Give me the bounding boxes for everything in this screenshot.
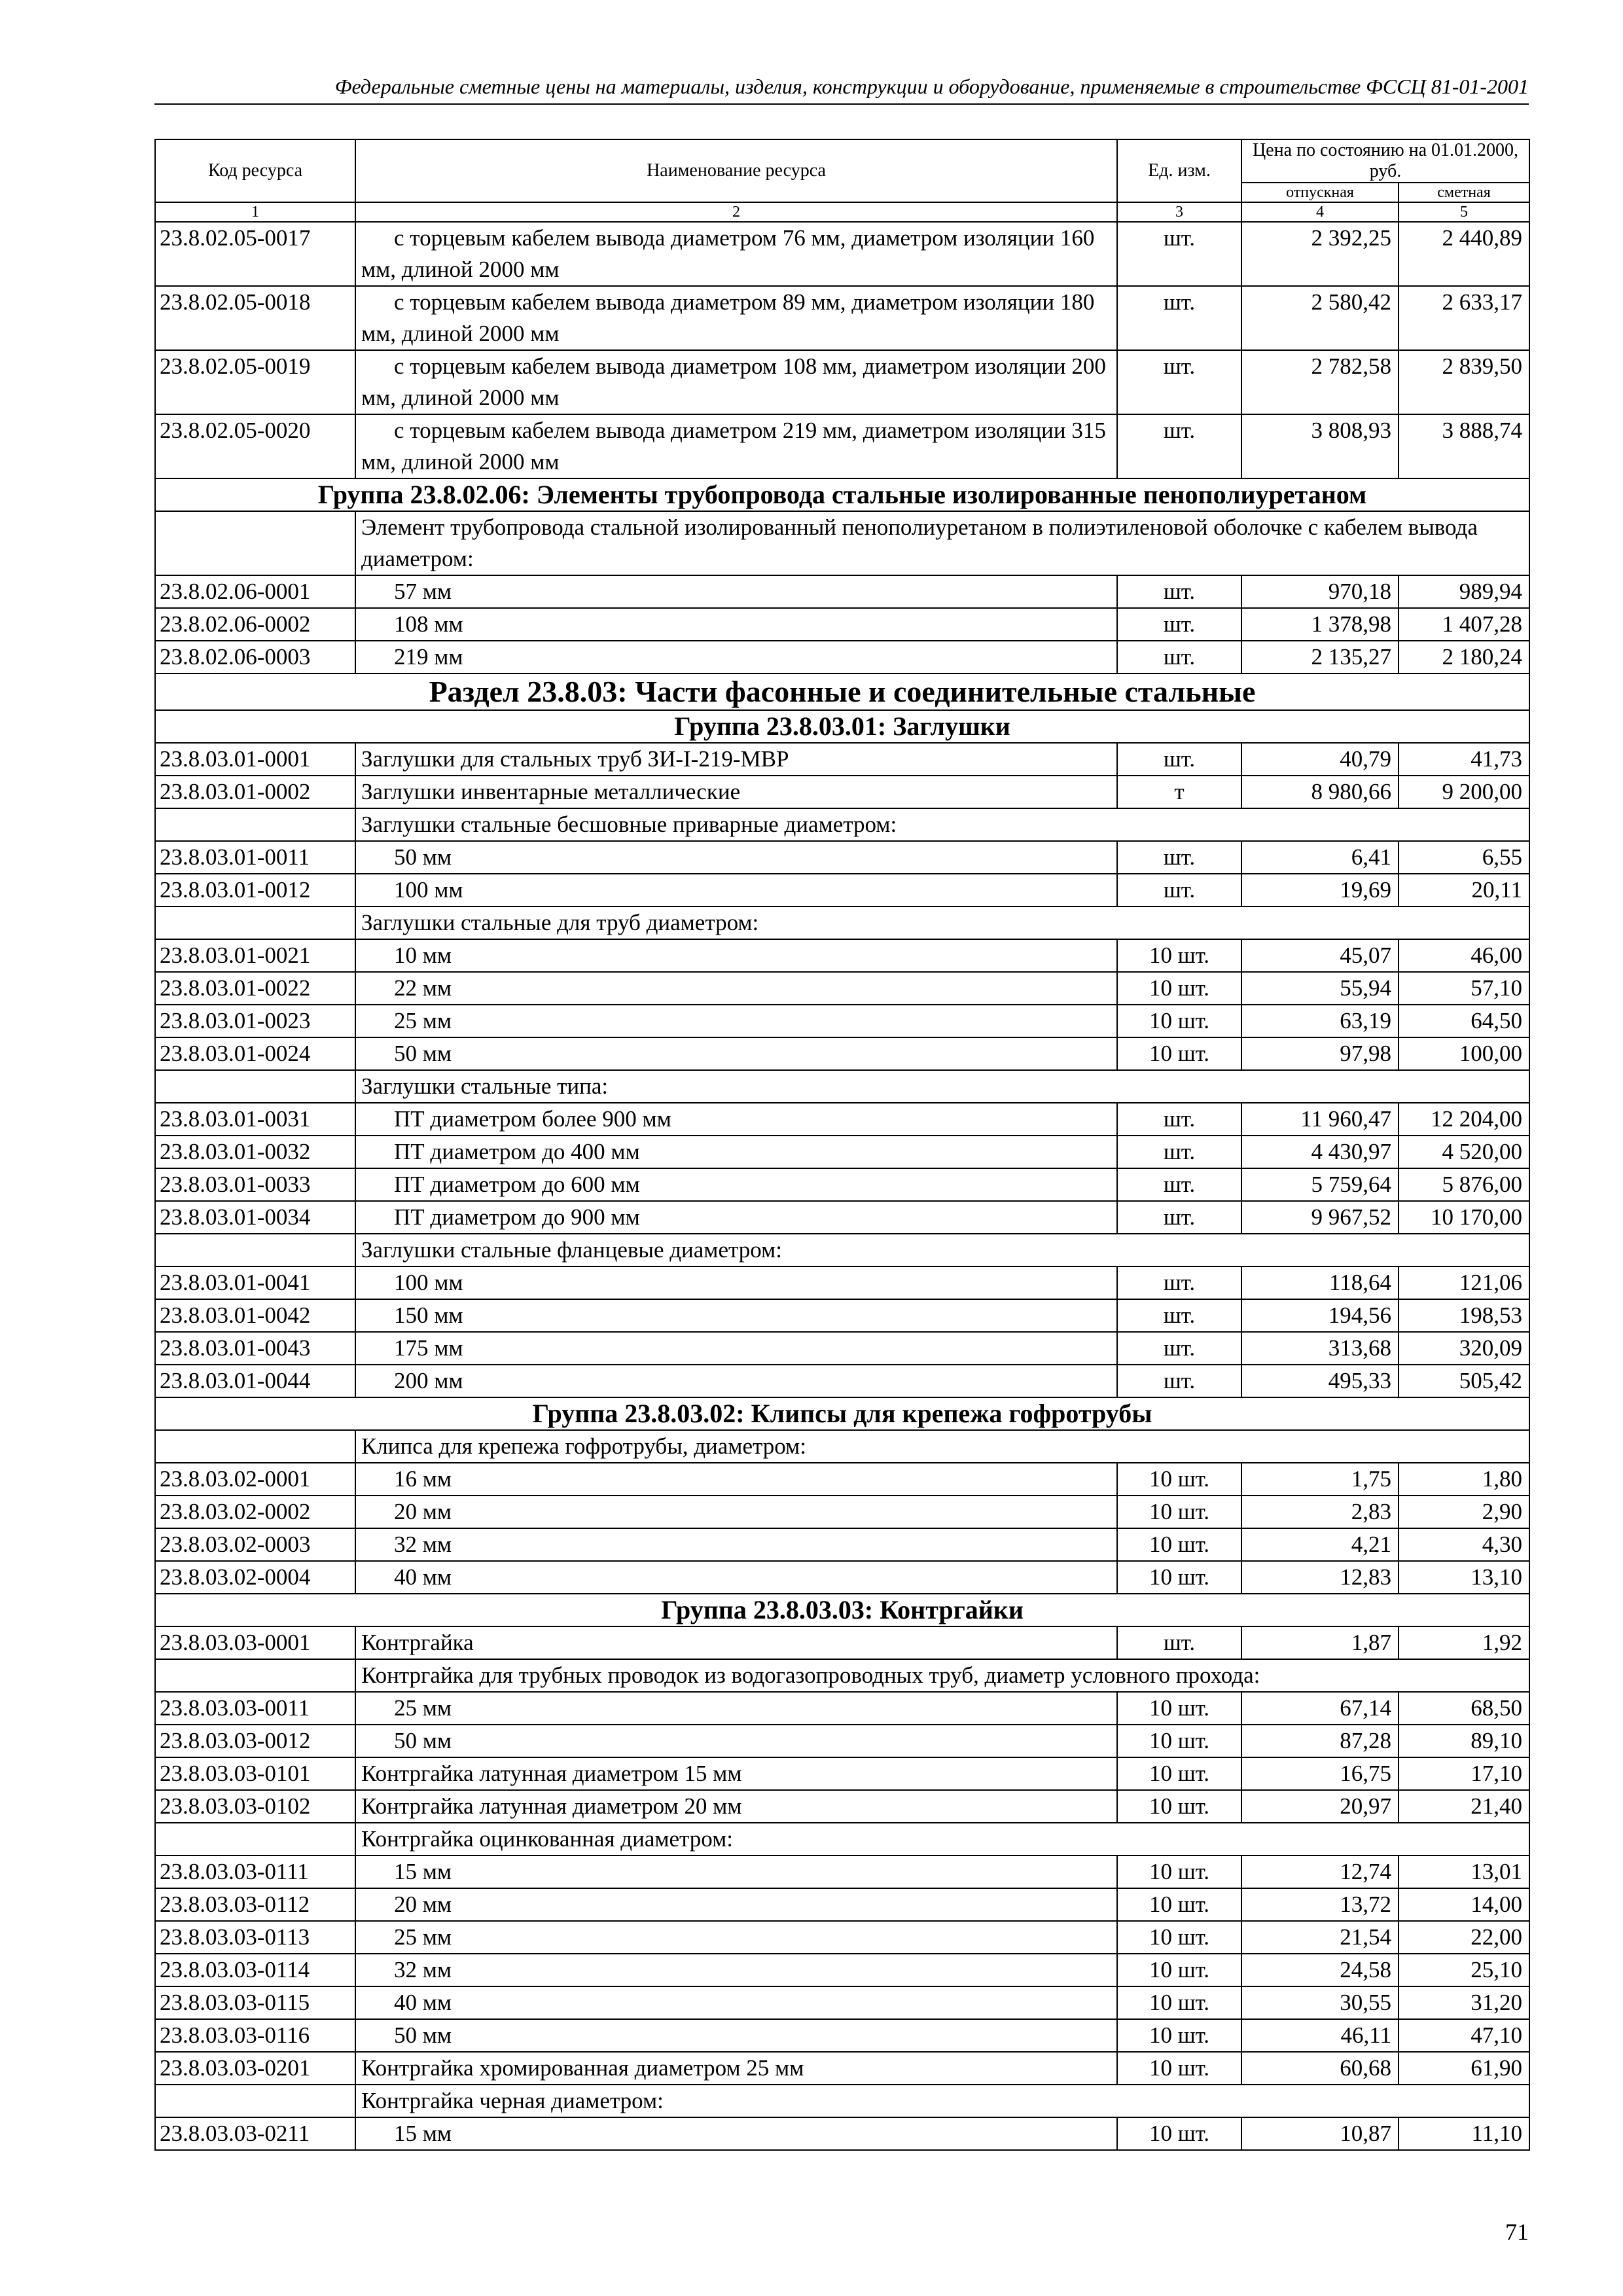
- unit: шт.: [1117, 1266, 1241, 1299]
- group-heading: Группа 23.8.03.02: Клипсы для крепежа гофротрубы: [155, 1397, 1529, 1430]
- estimate-price: 198,53: [1399, 1299, 1529, 1332]
- estimate-price: 2,90: [1399, 1496, 1529, 1528]
- unit: 10 шт.: [1117, 1692, 1241, 1725]
- unit: 10 шт.: [1117, 2052, 1241, 2085]
- release-price: 40,79: [1241, 743, 1399, 776]
- release-price: 87,28: [1241, 1725, 1399, 1757]
- header-unit: Ед. изм.: [1117, 139, 1241, 202]
- table-row: [155, 1528, 1529, 1561]
- unit: шт.: [1117, 1365, 1241, 1397]
- estimate-price: 47,10: [1399, 2019, 1529, 2052]
- resource-name: Заглушки для стальных труб ЗИ-I-219-МВР: [355, 743, 1117, 776]
- table-row: [155, 1496, 1529, 1528]
- resource-code: 23.8.03.03-0113: [155, 1921, 355, 1954]
- estimate-price: 100,00: [1399, 1037, 1529, 1070]
- resource-name: 32 мм: [355, 1954, 1117, 1986]
- resource-name: 175 мм: [355, 1332, 1117, 1365]
- unit: шт.: [1117, 743, 1241, 776]
- unit: 10 шт.: [1117, 2019, 1241, 2052]
- table-row: [155, 1986, 1529, 2019]
- group-heading: Группа 23.8.02.06: Элементы трубопровода стальные изолированные пенополиуретаном: [155, 478, 1529, 511]
- estimate-price: 320,09: [1399, 1332, 1529, 1365]
- unit: 10 шт.: [1117, 1725, 1241, 1757]
- unit: шт.: [1117, 1136, 1241, 1168]
- table-row: [155, 2052, 1529, 2085]
- resource-code: 23.8.02.06-0002: [155, 608, 355, 641]
- release-price: 2 392,25: [1241, 222, 1399, 286]
- resource-name: 50 мм: [355, 1725, 1117, 1757]
- table-body: [155, 222, 1529, 2150]
- header-rule: [154, 103, 1529, 105]
- resource-code: 23.8.03.01-0001: [155, 743, 355, 776]
- estimate-price: 2 839,50: [1399, 350, 1529, 414]
- table-row: [155, 1757, 1529, 1790]
- estimate-price: 1,80: [1399, 1463, 1529, 1496]
- release-price: 45,07: [1241, 939, 1399, 972]
- unit: 10 шт.: [1117, 1561, 1241, 1594]
- resource-name: 100 мм: [355, 874, 1117, 906]
- unit: шт.: [1117, 841, 1241, 874]
- estimate-price: 2 633,17: [1399, 286, 1529, 350]
- unit: шт.: [1117, 641, 1241, 673]
- estimate-price: 22,00: [1399, 1921, 1529, 1954]
- empty-code-cell: [155, 1234, 355, 1266]
- estimate-price: 17,10: [1399, 1757, 1529, 1790]
- resource-code: 23.8.03.02-0002: [155, 1496, 355, 1528]
- intro-text: Заглушки стальные для труб диаметром:: [355, 906, 1529, 939]
- unit: шт.: [1117, 350, 1241, 414]
- release-price: 495,33: [1241, 1365, 1399, 1397]
- resource-code: 23.8.03.03-0112: [155, 1888, 355, 1921]
- group-heading: Группа 23.8.03.01: Заглушки: [155, 710, 1529, 743]
- resource-name: Контргайка: [355, 1626, 1117, 1659]
- resource-code: 23.8.03.01-0031: [155, 1103, 355, 1136]
- resource-name: с торцевым кабелем вывода диаметром 108 мм, диаметром изоляции 200 мм, длиной 2000 мм: [355, 350, 1117, 414]
- table-row: [155, 1921, 1529, 1954]
- estimate-price: 9 200,00: [1399, 776, 1529, 808]
- table-row: [155, 841, 1529, 874]
- resource-name: 50 мм: [355, 841, 1117, 874]
- estimate-price: 31,20: [1399, 1986, 1529, 2019]
- resource-name: 32 мм: [355, 1528, 1117, 1561]
- resource-name: 20 мм: [355, 1496, 1117, 1528]
- release-price: 970,18: [1241, 575, 1399, 608]
- unit: 10 шт.: [1117, 1528, 1241, 1561]
- release-price: 63,19: [1241, 1005, 1399, 1037]
- section-heading: Раздел 23.8.03: Части фасонные и соединительные стальные: [155, 673, 1529, 710]
- running-header: Федеральные сметные цены на материалы, изделия, конструкции и оборудование, применяемые в строительстве ФССЦ 81-01-2001: [334, 75, 1529, 98]
- release-price: 24,58: [1241, 1954, 1399, 1986]
- intro-text: Контргайка оцинкованная диаметром:: [355, 1823, 1529, 1856]
- table-row: [155, 1725, 1529, 1757]
- unit: 10 шт.: [1117, 1856, 1241, 1888]
- table-row: [155, 1856, 1529, 1888]
- table-row: [155, 1954, 1529, 1986]
- release-price: 97,98: [1241, 1037, 1399, 1070]
- table-row: [155, 1561, 1529, 1594]
- estimate-price: 505,42: [1399, 1365, 1529, 1397]
- estimate-price: 89,10: [1399, 1725, 1529, 1757]
- release-price: 1 378,98: [1241, 608, 1399, 641]
- estimate-price: 21,40: [1399, 1790, 1529, 1823]
- resource-code: 23.8.03.01-0024: [155, 1037, 355, 1070]
- resource-code: 23.8.03.03-0114: [155, 1954, 355, 1986]
- resource-code: 23.8.03.01-0022: [155, 972, 355, 1005]
- release-price: 2 135,27: [1241, 641, 1399, 673]
- price-table: [154, 139, 1530, 2151]
- release-price: 46,11: [1241, 2019, 1399, 2052]
- estimate-price: 5 876,00: [1399, 1168, 1529, 1201]
- table-row: [155, 2019, 1529, 2052]
- estimate-price: 13,01: [1399, 1856, 1529, 1888]
- empty-code-cell: [155, 1070, 355, 1103]
- empty-code-cell: [155, 906, 355, 939]
- unit: шт.: [1117, 286, 1241, 350]
- table-row: [155, 641, 1529, 673]
- resource-name: с торцевым кабелем вывода диаметром 76 мм, диаметром изоляции 160 мм, длиной 2000 мм: [355, 222, 1117, 286]
- table-row: [155, 286, 1529, 350]
- estimate-price: 41,73: [1399, 743, 1529, 776]
- intro-text: Контргайка черная диаметром:: [355, 2085, 1529, 2117]
- resource-code: 23.8.02.05-0020: [155, 414, 355, 478]
- release-price: 12,83: [1241, 1561, 1399, 1594]
- empty-code-cell: [155, 808, 355, 841]
- col-number: 3: [1117, 202, 1241, 222]
- resource-code: 23.8.03.03-0115: [155, 1986, 355, 2019]
- release-price: 55,94: [1241, 972, 1399, 1005]
- intro-text: Клипса для крепежа гофротрубы, диаметром:: [355, 1430, 1529, 1463]
- resource-code: 23.8.03.01-0011: [155, 841, 355, 874]
- table-row: [155, 1365, 1529, 1397]
- resource-name: 15 мм: [355, 1856, 1117, 1888]
- col-number: 1: [155, 202, 355, 222]
- resource-code: 23.8.03.03-0011: [155, 1692, 355, 1725]
- section-heading-row: [155, 673, 1529, 710]
- release-price: 1,75: [1241, 1463, 1399, 1496]
- estimate-price: 2 440,89: [1399, 222, 1529, 286]
- table-row: [155, 575, 1529, 608]
- resource-code: 23.8.03.03-0116: [155, 2019, 355, 2052]
- resource-code: 23.8.03.01-0033: [155, 1168, 355, 1201]
- empty-code-cell: [155, 1659, 355, 1692]
- resource-code: 23.8.03.01-0043: [155, 1332, 355, 1365]
- group-heading-row: [155, 478, 1529, 511]
- unit: 10 шт.: [1117, 939, 1241, 972]
- resource-code: 23.8.02.05-0018: [155, 286, 355, 350]
- estimate-price: 1 407,28: [1399, 608, 1529, 641]
- table-row: [155, 1005, 1529, 1037]
- unit: т: [1117, 776, 1241, 808]
- resource-name: 50 мм: [355, 2019, 1117, 2052]
- release-price: 6,41: [1241, 841, 1399, 874]
- table-row: [155, 1626, 1529, 1659]
- estimate-price: 6,55: [1399, 841, 1529, 874]
- estimate-price: 4,30: [1399, 1528, 1529, 1561]
- estimate-price: 3 888,74: [1399, 414, 1529, 478]
- resource-code: 23.8.03.01-0034: [155, 1201, 355, 1234]
- resource-code: 23.8.03.03-0211: [155, 2117, 355, 2150]
- table-row: [155, 1103, 1529, 1136]
- col-number: 2: [355, 202, 1117, 222]
- header-code: Код ресурса: [155, 139, 355, 202]
- unit: шт.: [1117, 414, 1241, 478]
- resource-name: ПТ диаметром более 900 мм: [355, 1103, 1117, 1136]
- intro-row: [155, 1070, 1529, 1103]
- resource-code: 23.8.03.01-0021: [155, 939, 355, 972]
- release-price: 19,69: [1241, 874, 1399, 906]
- resource-code: 23.8.03.01-0002: [155, 776, 355, 808]
- estimate-price: 57,10: [1399, 972, 1529, 1005]
- release-price: 12,74: [1241, 1856, 1399, 1888]
- table-row: [155, 874, 1529, 906]
- release-price: 21,54: [1241, 1921, 1399, 1954]
- resource-name: 40 мм: [355, 1986, 1117, 2019]
- table-row: [155, 1692, 1529, 1725]
- intro-row: [155, 2085, 1529, 2117]
- estimate-price: 14,00: [1399, 1888, 1529, 1921]
- intro-row: [155, 808, 1529, 841]
- table-row: [155, 1168, 1529, 1201]
- unit: 10 шт.: [1117, 1463, 1241, 1496]
- resource-name: Контргайка хромированная диаметром 25 мм: [355, 2052, 1117, 2085]
- resource-name: Контргайка латунная диаметром 20 мм: [355, 1790, 1117, 1823]
- release-price: 30,55: [1241, 1986, 1399, 2019]
- unit: 10 шт.: [1117, 1037, 1241, 1070]
- release-price: 10,87: [1241, 2117, 1399, 2150]
- table-row: [155, 1037, 1529, 1070]
- unit: шт.: [1117, 1299, 1241, 1332]
- release-price: 5 759,64: [1241, 1168, 1399, 1201]
- resource-code: 23.8.03.03-0201: [155, 2052, 355, 2085]
- col-number: 4: [1241, 202, 1399, 222]
- table-row: [155, 414, 1529, 478]
- intro-row: [155, 1659, 1529, 1692]
- table-row: [155, 2117, 1529, 2150]
- resource-name: 16 мм: [355, 1463, 1117, 1496]
- table-row: [155, 743, 1529, 776]
- intro-text: Заглушки стальные типа:: [355, 1070, 1529, 1103]
- header-price: Цена по состоянию на 01.01.2000, руб.: [1241, 139, 1529, 183]
- intro-row: [155, 906, 1529, 939]
- estimate-price: 989,94: [1399, 575, 1529, 608]
- unit: шт.: [1117, 1332, 1241, 1365]
- unit: 10 шт.: [1117, 1986, 1241, 2019]
- resource-name: ПТ диаметром до 600 мм: [355, 1168, 1117, 1201]
- resource-code: 23.8.03.03-0012: [155, 1725, 355, 1757]
- page-number: 71: [1505, 2219, 1529, 2245]
- resource-name: 15 мм: [355, 2117, 1117, 2150]
- intro-text: Элемент трубопровода стальной изолированный пенополиуретаном в полиэтиленовой оболочке с кабелем вывода диаметром:: [355, 511, 1529, 575]
- intro-text: Заглушки стальные бесшовные приварные диаметром:: [355, 808, 1529, 841]
- release-price: 11 960,47: [1241, 1103, 1399, 1136]
- unit: 10 шт.: [1117, 2117, 1241, 2150]
- resource-name: ПТ диаметром до 900 мм: [355, 1201, 1117, 1234]
- estimate-price: 68,50: [1399, 1692, 1529, 1725]
- resource-name: ПТ диаметром до 400 мм: [355, 1136, 1117, 1168]
- unit: шт.: [1117, 1626, 1241, 1659]
- estimate-price: 20,11: [1399, 874, 1529, 906]
- table-row: [155, 1299, 1529, 1332]
- resource-code: 23.8.03.03-0111: [155, 1856, 355, 1888]
- resource-code: 23.8.03.02-0004: [155, 1561, 355, 1594]
- table-row: [155, 1136, 1529, 1168]
- price-table-wrapper: [154, 139, 1529, 2151]
- resource-name: 50 мм: [355, 1037, 1117, 1070]
- intro-row: [155, 511, 1529, 575]
- release-price: 1,87: [1241, 1626, 1399, 1659]
- release-price: 4,21: [1241, 1528, 1399, 1561]
- table-row: [155, 1266, 1529, 1299]
- unit: 10 шт.: [1117, 1496, 1241, 1528]
- unit: 10 шт.: [1117, 1921, 1241, 1954]
- release-price: 16,75: [1241, 1757, 1399, 1790]
- resource-name: с торцевым кабелем вывода диаметром 89 мм, диаметром изоляции 180 мм, длиной 2000 мм: [355, 286, 1117, 350]
- release-price: 313,68: [1241, 1332, 1399, 1365]
- resource-code: 23.8.03.02-0003: [155, 1528, 355, 1561]
- unit: 10 шт.: [1117, 1954, 1241, 1986]
- table-row: [155, 1463, 1529, 1496]
- release-price: 60,68: [1241, 2052, 1399, 2085]
- resource-code: 23.8.03.01-0044: [155, 1365, 355, 1397]
- table-row: [155, 350, 1529, 414]
- resource-name: Заглушки инвентарные металлические: [355, 776, 1117, 808]
- estimate-price: 10 170,00: [1399, 1201, 1529, 1234]
- resource-code: 23.8.02.06-0001: [155, 575, 355, 608]
- release-price: 9 967,52: [1241, 1201, 1399, 1234]
- estimate-price: 46,00: [1399, 939, 1529, 972]
- resource-name: 100 мм: [355, 1266, 1117, 1299]
- unit: шт.: [1117, 874, 1241, 906]
- table-row: [155, 972, 1529, 1005]
- intro-row: [155, 1430, 1529, 1463]
- unit: шт.: [1117, 222, 1241, 286]
- group-heading-row: [155, 1397, 1529, 1430]
- estimate-price: 4 520,00: [1399, 1136, 1529, 1168]
- estimate-price: 64,50: [1399, 1005, 1529, 1037]
- resource-name: 25 мм: [355, 1005, 1117, 1037]
- intro-text: Контргайка для трубных проводок из водогазопроводных труб, диаметр условного прохода:: [355, 1659, 1529, 1692]
- release-price: 13,72: [1241, 1888, 1399, 1921]
- intro-row: [155, 1234, 1529, 1266]
- release-price: 118,64: [1241, 1266, 1399, 1299]
- release-price: 8 980,66: [1241, 776, 1399, 808]
- resource-name: 25 мм: [355, 1921, 1117, 1954]
- estimate-price: 11,10: [1399, 2117, 1529, 2150]
- unit: 10 шт.: [1117, 972, 1241, 1005]
- resource-name: 57 мм: [355, 575, 1117, 608]
- resource-code: 23.8.03.01-0042: [155, 1299, 355, 1332]
- resource-code: 23.8.03.02-0001: [155, 1463, 355, 1496]
- table-row: [155, 608, 1529, 641]
- group-heading-row: [155, 710, 1529, 743]
- release-price: 194,56: [1241, 1299, 1399, 1332]
- unit: шт.: [1117, 1168, 1241, 1201]
- resource-code: 23.8.03.01-0023: [155, 1005, 355, 1037]
- table-row: [155, 222, 1529, 286]
- resource-name: 22 мм: [355, 972, 1117, 1005]
- estimate-price: 1,92: [1399, 1626, 1529, 1659]
- empty-code-cell: [155, 1823, 355, 1856]
- unit: 10 шт.: [1117, 1790, 1241, 1823]
- intro-text: Заглушки стальные фланцевые диаметром:: [355, 1234, 1529, 1266]
- release-price: 4 430,97: [1241, 1136, 1399, 1168]
- table-row: [155, 1888, 1529, 1921]
- release-price: 3 808,93: [1241, 414, 1399, 478]
- resource-code: 23.8.03.03-0102: [155, 1790, 355, 1823]
- estimate-price: 61,90: [1399, 2052, 1529, 2085]
- header-estimate-price: сметная: [1399, 183, 1529, 202]
- resource-code: 23.8.02.05-0017: [155, 222, 355, 286]
- unit: шт.: [1117, 1103, 1241, 1136]
- header-release-price: отпускная: [1241, 183, 1399, 202]
- resource-code: 23.8.03.01-0032: [155, 1136, 355, 1168]
- intro-row: [155, 1823, 1529, 1856]
- release-price: 67,14: [1241, 1692, 1399, 1725]
- estimate-price: 13,10: [1399, 1561, 1529, 1594]
- resource-code: 23.8.02.05-0019: [155, 350, 355, 414]
- resource-name: Контргайка латунная диаметром 15 мм: [355, 1757, 1117, 1790]
- release-price: 2 782,58: [1241, 350, 1399, 414]
- empty-code-cell: [155, 511, 355, 575]
- unit: 10 шт.: [1117, 1888, 1241, 1921]
- resource-name: 25 мм: [355, 1692, 1117, 1725]
- release-price: 2 580,42: [1241, 286, 1399, 350]
- estimate-price: 2 180,24: [1399, 641, 1529, 673]
- empty-code-cell: [155, 1430, 355, 1463]
- resource-name: 219 мм: [355, 641, 1117, 673]
- release-price: 20,97: [1241, 1790, 1399, 1823]
- resource-code: 23.8.02.06-0003: [155, 641, 355, 673]
- col-number: 5: [1399, 202, 1529, 222]
- unit: шт.: [1117, 1201, 1241, 1234]
- resource-name: 20 мм: [355, 1888, 1117, 1921]
- resource-name: 200 мм: [355, 1365, 1117, 1397]
- resource-name: 10 мм: [355, 939, 1117, 972]
- resource-code: 23.8.03.03-0101: [155, 1757, 355, 1790]
- table-row: [155, 1201, 1529, 1234]
- group-heading-row: [155, 1594, 1529, 1626]
- table-row: [155, 939, 1529, 972]
- unit: шт.: [1117, 608, 1241, 641]
- estimate-price: 25,10: [1399, 1954, 1529, 1986]
- empty-code-cell: [155, 2085, 355, 2117]
- resource-name: 108 мм: [355, 608, 1117, 641]
- unit: 10 шт.: [1117, 1005, 1241, 1037]
- resource-code: 23.8.03.03-0001: [155, 1626, 355, 1659]
- table-row: [155, 1332, 1529, 1365]
- resource-code: 23.8.03.01-0041: [155, 1266, 355, 1299]
- table-row: [155, 776, 1529, 808]
- table-row: [155, 1790, 1529, 1823]
- resource-name: с торцевым кабелем вывода диаметром 219 мм, диаметром изоляции 315 мм, длиной 2000 мм: [355, 414, 1117, 478]
- resource-name: 40 мм: [355, 1561, 1117, 1594]
- estimate-price: 121,06: [1399, 1266, 1529, 1299]
- unit: шт.: [1117, 575, 1241, 608]
- resource-code: 23.8.03.01-0012: [155, 874, 355, 906]
- resource-name: 150 мм: [355, 1299, 1117, 1332]
- group-heading: Группа 23.8.03.03: Контргайки: [155, 1594, 1529, 1626]
- release-price: 2,83: [1241, 1496, 1399, 1528]
- estimate-price: 12 204,00: [1399, 1103, 1529, 1136]
- header-name: Наименование ресурса: [355, 139, 1117, 202]
- unit: 10 шт.: [1117, 1757, 1241, 1790]
